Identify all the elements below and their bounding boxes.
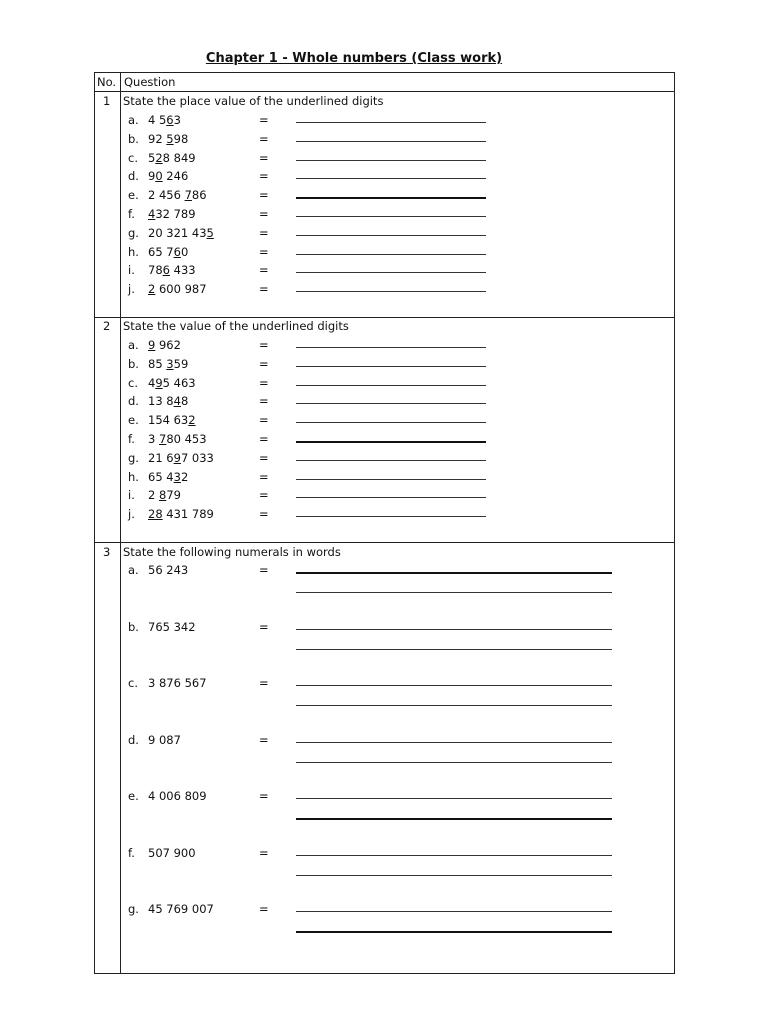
number-part: 5 bbox=[148, 150, 156, 165]
number-part: 4 5 bbox=[148, 113, 167, 127]
answer-line[interactable] bbox=[296, 592, 612, 593]
number-part: 246 bbox=[162, 169, 189, 184]
item-number bbox=[148, 507, 214, 521]
item-number bbox=[148, 169, 188, 183]
number-part: 98 bbox=[173, 131, 189, 146]
item-number bbox=[148, 113, 181, 127]
item-number bbox=[148, 394, 188, 408]
number-part: 21 6 bbox=[148, 450, 174, 465]
equals-sign: = bbox=[259, 131, 269, 146]
answer-line[interactable] bbox=[296, 629, 612, 630]
equals-sign: = bbox=[259, 432, 269, 446]
answer-line[interactable] bbox=[296, 855, 612, 856]
header-no: No. bbox=[97, 75, 117, 89]
number-part: 431 789 bbox=[162, 507, 214, 522]
answer-line[interactable] bbox=[296, 235, 486, 236]
equals-sign: = bbox=[259, 413, 269, 428]
item-letter: f. bbox=[128, 432, 135, 446]
answer-line[interactable] bbox=[296, 403, 486, 404]
item-letter: b. bbox=[128, 131, 139, 146]
item-number bbox=[148, 188, 207, 202]
underlined-digit: 9 bbox=[148, 338, 156, 352]
number-part: 4 bbox=[148, 375, 156, 390]
item-letter: i. bbox=[128, 263, 135, 278]
question-number: 3 bbox=[103, 545, 111, 559]
equals-sign: = bbox=[259, 263, 269, 278]
answer-line[interactable] bbox=[296, 122, 486, 123]
question-instruction: State the following numerals in words bbox=[123, 545, 341, 559]
answer-line[interactable] bbox=[296, 366, 486, 367]
equals-sign: = bbox=[259, 244, 269, 259]
item-letter: e. bbox=[128, 188, 139, 203]
item-number bbox=[148, 432, 207, 446]
item-number: 4 006 809 bbox=[148, 789, 207, 803]
answer-line[interactable] bbox=[296, 460, 486, 461]
number-part: 3 bbox=[173, 113, 181, 127]
item-number bbox=[148, 282, 207, 296]
underlined-digit: 5 bbox=[206, 225, 214, 240]
item-letter: h. bbox=[128, 244, 139, 259]
number-part: 2 bbox=[180, 469, 189, 484]
number-part: 85 bbox=[148, 356, 167, 371]
number-part: 79 bbox=[166, 488, 181, 503]
answer-line[interactable] bbox=[296, 516, 486, 517]
underlined-digit: 2 bbox=[188, 413, 196, 428]
equals-sign: = bbox=[259, 282, 269, 297]
item-number bbox=[148, 263, 196, 277]
equals-sign: = bbox=[259, 113, 269, 127]
underlined-digit: 6 bbox=[173, 244, 181, 259]
item-number: 765 342 bbox=[148, 619, 196, 634]
item-letter: j. bbox=[128, 507, 135, 522]
number-part: 433 bbox=[169, 263, 196, 278]
number-part: 13 8 bbox=[148, 394, 174, 409]
question-number: 1 bbox=[103, 94, 111, 108]
number-part: 600 987 bbox=[155, 282, 207, 297]
number-part: 2 456 bbox=[148, 188, 185, 203]
number-part: 65 4 bbox=[148, 469, 174, 484]
equals-sign: = bbox=[259, 619, 269, 634]
item-number: 3 876 567 bbox=[148, 676, 207, 690]
number-part: 154 63 bbox=[148, 413, 189, 428]
answer-line[interactable] bbox=[296, 272, 486, 273]
underlined-digit: 0 bbox=[155, 169, 163, 184]
underlined-digit: 8 bbox=[158, 488, 167, 503]
underlined-digit: 28 bbox=[148, 507, 163, 522]
equals-sign: = bbox=[259, 902, 269, 916]
number-part: 5 463 bbox=[162, 375, 196, 390]
equals-sign: = bbox=[259, 845, 269, 860]
answer-line[interactable] bbox=[296, 291, 486, 292]
number-part: 8 bbox=[180, 394, 189, 409]
item-letter: d. bbox=[128, 394, 139, 409]
number-part: 2 bbox=[148, 488, 159, 503]
equals-sign: = bbox=[259, 469, 269, 484]
underlined-digit: 2 bbox=[155, 150, 163, 165]
number-part: 32 789 bbox=[155, 207, 196, 221]
underlined-digit: 7 bbox=[184, 188, 192, 203]
item-letter: b. bbox=[128, 356, 139, 371]
answer-line[interactable] bbox=[296, 911, 612, 912]
item-number bbox=[148, 151, 196, 165]
page-title: Chapter 1 - Whole numbers (Class work) bbox=[205, 51, 503, 66]
section-divider-1 bbox=[94, 317, 675, 318]
question-instruction: State the value of the underlined digits bbox=[123, 319, 349, 333]
answer-line[interactable] bbox=[296, 818, 612, 820]
number-part: 80 453 bbox=[166, 432, 207, 446]
underlined-digit: 4 bbox=[148, 207, 156, 221]
underlined-digit: 5 bbox=[166, 131, 174, 146]
equals-sign: = bbox=[259, 375, 269, 390]
number-part: 7 033 bbox=[180, 450, 214, 465]
answer-line[interactable] bbox=[296, 931, 612, 933]
item-letter: g. bbox=[128, 902, 139, 916]
item-letter: d. bbox=[128, 732, 139, 747]
answer-line[interactable] bbox=[296, 497, 486, 498]
item-number: 56 243 bbox=[148, 563, 189, 577]
item-number bbox=[148, 413, 196, 427]
answer-line[interactable] bbox=[296, 141, 486, 142]
underlined-digit: 3 bbox=[173, 469, 181, 484]
item-letter: g. bbox=[128, 225, 139, 240]
number-part: 86 bbox=[191, 188, 207, 203]
item-number bbox=[148, 376, 196, 390]
answer-line[interactable] bbox=[296, 422, 486, 423]
answer-line[interactable] bbox=[296, 441, 486, 443]
number-part: 8 849 bbox=[162, 150, 196, 165]
item-number bbox=[148, 470, 188, 484]
header-question: Question bbox=[124, 75, 176, 89]
underlined-digit: 6 bbox=[166, 113, 174, 127]
answer-line[interactable] bbox=[296, 347, 486, 348]
answer-line[interactable] bbox=[296, 875, 612, 876]
equals-sign: = bbox=[259, 676, 269, 690]
answer-line[interactable] bbox=[296, 197, 486, 199]
underlined-digit: 3 bbox=[166, 356, 174, 371]
item-number bbox=[148, 338, 181, 352]
item-letter: j. bbox=[128, 282, 135, 297]
underlined-digit: 2 bbox=[148, 282, 156, 297]
item-letter: f. bbox=[128, 845, 135, 860]
item-number: 45 769 007 bbox=[148, 902, 214, 916]
item-number bbox=[148, 226, 214, 240]
equals-sign: = bbox=[259, 563, 269, 577]
equals-sign: = bbox=[259, 225, 269, 240]
item-letter: a. bbox=[128, 113, 139, 127]
number-part: 65 7 bbox=[148, 244, 174, 259]
equals-sign: = bbox=[259, 188, 269, 203]
number-part: 78 bbox=[148, 263, 163, 278]
answer-line[interactable] bbox=[296, 798, 612, 799]
number-part: 20 321 43 bbox=[148, 225, 207, 240]
section-divider-2 bbox=[94, 542, 675, 543]
equals-sign: = bbox=[259, 450, 269, 465]
column-divider bbox=[120, 72, 121, 974]
answer-line[interactable] bbox=[296, 216, 486, 217]
item-number bbox=[148, 488, 181, 502]
underlined-digit: 7 bbox=[158, 432, 167, 446]
answer-line[interactable] bbox=[296, 705, 612, 706]
item-number bbox=[148, 245, 188, 259]
answer-line[interactable] bbox=[296, 254, 486, 255]
item-number bbox=[148, 451, 214, 465]
equals-sign: = bbox=[259, 394, 269, 409]
item-letter: f. bbox=[128, 207, 135, 221]
item-letter: e. bbox=[128, 789, 139, 803]
question-number: 2 bbox=[103, 319, 111, 333]
answer-line[interactable] bbox=[296, 479, 486, 480]
item-number bbox=[148, 357, 188, 371]
equals-sign: = bbox=[259, 150, 269, 165]
item-letter: b. bbox=[128, 619, 139, 634]
equals-sign: = bbox=[259, 169, 269, 184]
underlined-digit: 6 bbox=[162, 263, 170, 278]
equals-sign: = bbox=[259, 356, 269, 371]
equals-sign: = bbox=[259, 488, 269, 503]
number-part: 59 bbox=[173, 356, 189, 371]
item-letter: h. bbox=[128, 469, 139, 484]
item-number bbox=[148, 207, 196, 221]
answer-line[interactable] bbox=[296, 762, 612, 763]
underlined-digit: 4 bbox=[173, 394, 181, 409]
item-letter: c. bbox=[128, 375, 138, 390]
underlined-digit: 9 bbox=[155, 375, 163, 390]
number-part: 962 bbox=[155, 338, 181, 352]
equals-sign: = bbox=[259, 507, 269, 522]
item-number bbox=[148, 132, 188, 146]
number-part: 92 bbox=[148, 131, 167, 146]
underlined-digit: 9 bbox=[173, 450, 181, 465]
item-letter: a. bbox=[128, 338, 139, 352]
equals-sign: = bbox=[259, 732, 269, 747]
equals-sign: = bbox=[259, 207, 269, 221]
answer-line[interactable] bbox=[296, 649, 612, 650]
item-letter: d. bbox=[128, 169, 139, 184]
answer-line[interactable] bbox=[296, 685, 612, 686]
number-part: 3 bbox=[148, 432, 159, 446]
item-letter: i. bbox=[128, 488, 135, 503]
item-number: 9 087 bbox=[148, 732, 181, 747]
answer-line[interactable] bbox=[296, 572, 612, 574]
item-letter: a. bbox=[128, 563, 139, 577]
question-instruction: State the place value of the underlined digits bbox=[123, 94, 384, 108]
item-letter: c. bbox=[128, 150, 138, 165]
equals-sign: = bbox=[259, 338, 269, 352]
header-divider bbox=[94, 91, 675, 92]
item-letter: e. bbox=[128, 413, 139, 428]
answer-line[interactable] bbox=[296, 160, 486, 161]
answer-line[interactable] bbox=[296, 385, 486, 386]
number-part: 9 bbox=[148, 169, 156, 184]
item-letter: g. bbox=[128, 450, 139, 465]
number-part: 0 bbox=[180, 244, 189, 259]
item-number: 507 900 bbox=[148, 845, 196, 860]
answer-line[interactable] bbox=[296, 178, 486, 179]
equals-sign: = bbox=[259, 789, 269, 803]
item-letter: c. bbox=[128, 676, 138, 690]
answer-line[interactable] bbox=[296, 742, 612, 743]
